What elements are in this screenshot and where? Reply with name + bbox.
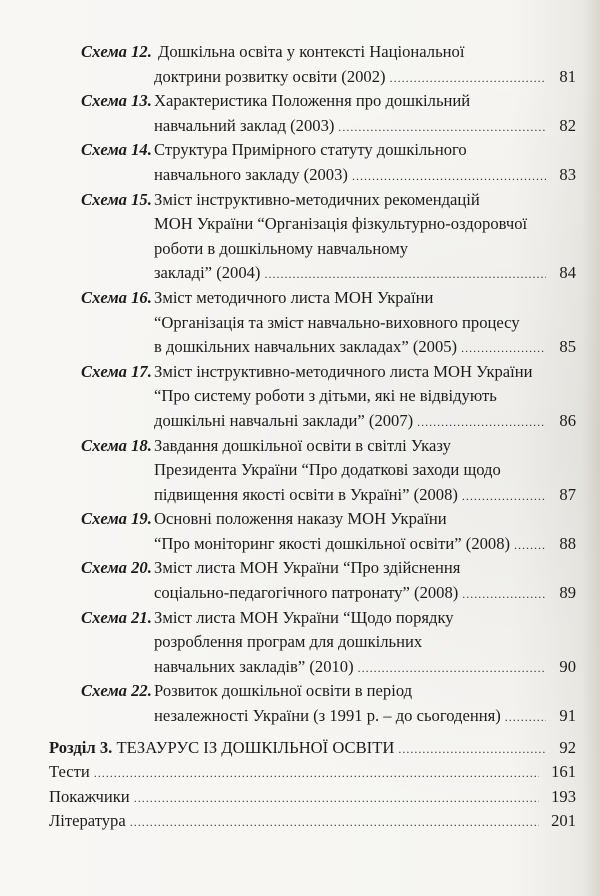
page-number: 85 <box>559 337 576 357</box>
dot-leader <box>134 786 539 811</box>
dot-leader <box>358 656 546 681</box>
section-title: Тести <box>49 762 90 782</box>
toc-entry-indexes[interactable] <box>0 785 600 810</box>
scheme-label: Схема 13. <box>81 91 152 111</box>
scheme-label: Схема 18. <box>81 435 152 455</box>
dot-leader <box>398 737 546 762</box>
dot-leader <box>462 582 546 607</box>
scheme-label: Схема 16. <box>81 287 152 307</box>
page-number: 82 <box>559 115 576 135</box>
scheme-label: Схема 15. <box>81 189 152 209</box>
toc-entry-scheme-12[interactable] <box>0 40 600 89</box>
scheme-label: Схема 19. <box>81 509 152 529</box>
toc-entry-scheme-22[interactable] <box>0 679 600 728</box>
dot-leader <box>505 705 546 730</box>
scheme-title-line: Зміст інструктивно-методичних рекомендацій <box>154 189 480 209</box>
scheme-title-line: “Організація та зміст навчально-виховного процесу <box>154 312 520 332</box>
toc-entry-scheme-17[interactable] <box>0 360 600 434</box>
dot-leader <box>264 262 546 287</box>
toc-entry-section-3[interactable] <box>0 736 600 761</box>
scheme-title-line: Розвиток дошкільної освіти в період <box>154 681 413 701</box>
dot-leader <box>417 410 546 435</box>
page-number: 92 <box>559 737 576 757</box>
dot-leader <box>130 810 539 835</box>
toc-entry-tests[interactable] <box>0 760 600 785</box>
scheme-title-line: Основні положення наказу МОН України <box>154 509 447 529</box>
scheme-title-line: Характеристика Положення про дошкільний <box>154 91 471 111</box>
toc-entry-scheme-19[interactable] <box>0 507 600 556</box>
scheme-title-last-line: підвищення якості освіти в Україні” (2008) <box>154 484 458 504</box>
toc-entry-literature[interactable] <box>0 809 600 834</box>
page-number: 201 <box>551 811 576 831</box>
dot-leader <box>352 164 546 189</box>
scheme-label: Схема 22. <box>81 681 152 701</box>
dot-leader <box>462 484 546 509</box>
page-number: 81 <box>559 66 576 86</box>
page-number: 89 <box>559 583 576 603</box>
scheme-title-line: розроблення програм для дошкільних <box>154 632 423 652</box>
page-number: 88 <box>559 533 576 553</box>
scheme-title-line: МОН України “Організація фізкультурно-оздоровчої <box>154 214 528 234</box>
scheme-title-line: Зміст листа МОН України “Щодо порядку <box>154 607 454 627</box>
page-number: 87 <box>559 484 576 504</box>
scheme-label: Схема 20. <box>81 558 152 578</box>
scheme-title-line: “Про систему роботи з дітьми, які не відвідують <box>154 386 497 406</box>
table-of-contents <box>0 40 600 834</box>
scheme-title-line: Зміст листа МОН України “Про здійснення <box>154 558 461 578</box>
page-number: 91 <box>559 706 576 726</box>
toc-entry-scheme-18[interactable] <box>0 434 600 508</box>
toc-entry-scheme-21[interactable] <box>0 606 600 680</box>
scheme-title-last-line: “Про моніторинг якості дошкільної освіти” (2008) <box>154 533 511 553</box>
scheme-title-last-line: дошкільні навчальні заклади” (2007) <box>154 410 414 430</box>
toc-entry-scheme-20[interactable] <box>0 556 600 605</box>
scheme-title-line: Зміст інструктивно-методичного листа МОН України <box>154 361 533 381</box>
toc-entry-scheme-15[interactable] <box>0 188 600 286</box>
scheme-title-last-line: незалежності України (з 1991 р. – до сьогодення) <box>154 706 501 726</box>
scheme-title-line: Дошкільна освіта у контексті Національної <box>158 42 465 61</box>
scheme-title-last-line: доктрини розвитку освіти (2002) <box>154 66 386 86</box>
scheme-title-line: Завдання дошкільної освіти в світлі Указу <box>154 435 451 455</box>
scheme-title-last-line: в дошкільних навчальних закладах” (2005) <box>154 337 458 357</box>
scheme-title-last-line: навчального закладу (2003) <box>154 164 348 184</box>
scheme-label: Схема 17. <box>81 361 152 381</box>
section-title: Література <box>49 811 126 831</box>
scheme-title-line: Структура Примірного статуту дошкільного <box>154 140 467 160</box>
page-number: 90 <box>559 656 576 676</box>
toc-entry-scheme-16[interactable] <box>0 286 600 360</box>
dot-leader <box>461 336 546 361</box>
toc-entry-scheme-14[interactable] <box>0 138 600 187</box>
scheme-title-line: роботи в дошкільному навчальному <box>154 238 409 258</box>
dot-leader <box>338 115 546 140</box>
page-number: 193 <box>551 786 576 806</box>
section-prefix: Розділ 3. <box>49 737 113 757</box>
scheme-title-last-line: закладі” (2004) <box>154 263 261 283</box>
dot-leader <box>94 761 539 786</box>
scheme-label: Схема 14. <box>81 140 152 160</box>
scheme-label: Схема 12. <box>81 42 152 61</box>
scheme-title-last-line: соціально-педагогічного патронату” (2008) <box>154 583 459 603</box>
dot-leader <box>514 533 546 558</box>
scheme-title-last-line: навчальний заклад (2003) <box>154 115 335 135</box>
page-number: 161 <box>551 762 576 782</box>
toc-entry-scheme-13[interactable] <box>0 89 600 138</box>
page-number: 83 <box>559 164 576 184</box>
section-title: Покажчики <box>49 786 130 806</box>
scheme-title-line: Президента України “Про додаткові заходи щодо <box>154 460 501 480</box>
scheme-label: Схема 21. <box>81 607 152 627</box>
scheme-title-last-line: навчальних закладів” (2010) <box>154 656 354 676</box>
scheme-title-line: Зміст методичного листа МОН України <box>154 287 434 307</box>
section-title: ТЕЗАУРУС ІЗ ДОШКІЛЬНОЇ ОСВІТИ <box>116 737 395 757</box>
page-number: 84 <box>559 263 576 283</box>
dot-leader <box>390 66 546 91</box>
page-number: 86 <box>559 410 576 430</box>
